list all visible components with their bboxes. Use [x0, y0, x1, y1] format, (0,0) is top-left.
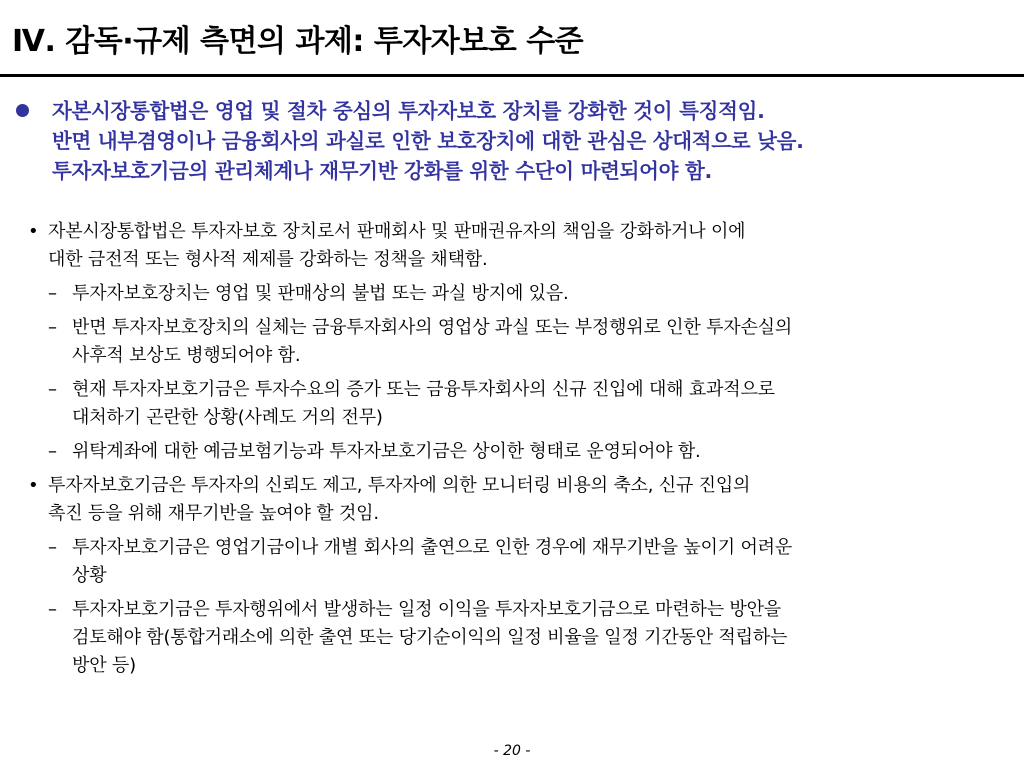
dash-marker: – [48, 537, 57, 558]
sub-item-line: 반면 투자자보호장치의 실체는 금융투자회사의 영업상 과실 또는 부정행위로 인한 투자손실의 [72, 317, 793, 338]
sub-item-line: 투자자보호기금은 영업기금이나 개별 회사의 출연으로 인한 경우에 재무기반을 높이기 어려운 [72, 537, 793, 558]
sub-item-line: 위탁계좌에 대한 예금보험기능과 투자자보호기금은 상이한 형태로 운영되어야 함. [72, 441, 701, 462]
page-number: - 20 - [493, 743, 531, 759]
bullet-marker: • [28, 475, 39, 496]
summary-text [52, 96, 1020, 186]
bullet-line: 대한 금전적 또는 형사적 제제를 강화하는 정책을 채택함. [48, 249, 488, 270]
title-divider [0, 74, 1024, 77]
bullet-line: 자본시장통합법은 투자자보호 장치로서 판매회사 및 판매권유자의 책임을 강화하거나 이에 [48, 221, 746, 242]
sub-item-line: 검토해야 함(통합거래소에 의한 출연 또는 당기순이익의 일정 비율을 일정 기간동안 적립하는 [72, 627, 788, 648]
summary-line: 반면 내부겸영이나 금융회사의 과실로 인한 보호장치에 대한 관심은 상대적으로 낮음. [52, 129, 804, 153]
sub-item-line: 투자자보호기금은 투자행위에서 발생하는 일정 이익을 투자자보호기금으로 마련하는 방안을 [72, 599, 781, 620]
bullet-item [28, 218, 988, 274]
sub-item-line: 현재 투자자보호기금은 투자수요의 증가 또는 금융투자회사의 신규 진입에 대해 효과적으로 [72, 379, 775, 400]
bullet-item [28, 472, 988, 528]
slide-title: Ⅳ. 감독·규제 측면의 과제: 투자자보호 수준 [12, 24, 584, 59]
sub-item-line: 방안 등) [72, 655, 136, 676]
summary-bullet-icon [16, 104, 29, 117]
sub-item-line: 상황 [72, 565, 107, 586]
sub-item-line: 대처하기 곤란한 상황(사례도 거의 전무) [72, 407, 383, 428]
bullet-line: 투자자보호기금은 투자자의 신뢰도 제고, 투자자에 의한 모니터링 비용의 축소, 신규 진입의 [48, 475, 751, 496]
dash-marker: – [48, 283, 57, 304]
sub-item [28, 280, 988, 308]
dash-marker: – [48, 441, 57, 462]
bullet-marker: • [28, 221, 39, 242]
dash-marker: – [48, 599, 57, 620]
dash-marker: – [48, 317, 57, 338]
summary-line: 투자자보호기금의 관리체계나 재무기반 강화를 위한 수단이 마련되어야 함. [52, 159, 712, 183]
dash-marker: – [48, 379, 57, 400]
sub-item-line: 사후적 보상도 병행되어야 함. [72, 345, 301, 366]
sub-item [28, 376, 988, 432]
sub-item [28, 534, 988, 590]
sub-item [28, 438, 988, 466]
summary-line: 자본시장통합법은 영업 및 절차 중심의 투자자보호 장치를 강화한 것이 특징적임. [52, 99, 765, 123]
sub-item [28, 596, 988, 680]
sub-item [28, 314, 988, 370]
sub-item-line: 투자자보호장치는 영업 및 판매상의 불법 또는 과실 방지에 있음. [72, 283, 569, 304]
detail-list [28, 218, 988, 686]
summary-block [14, 96, 1020, 186]
bullet-line: 촉진 등을 위해 재무기반을 높여야 할 것임. [48, 503, 379, 524]
